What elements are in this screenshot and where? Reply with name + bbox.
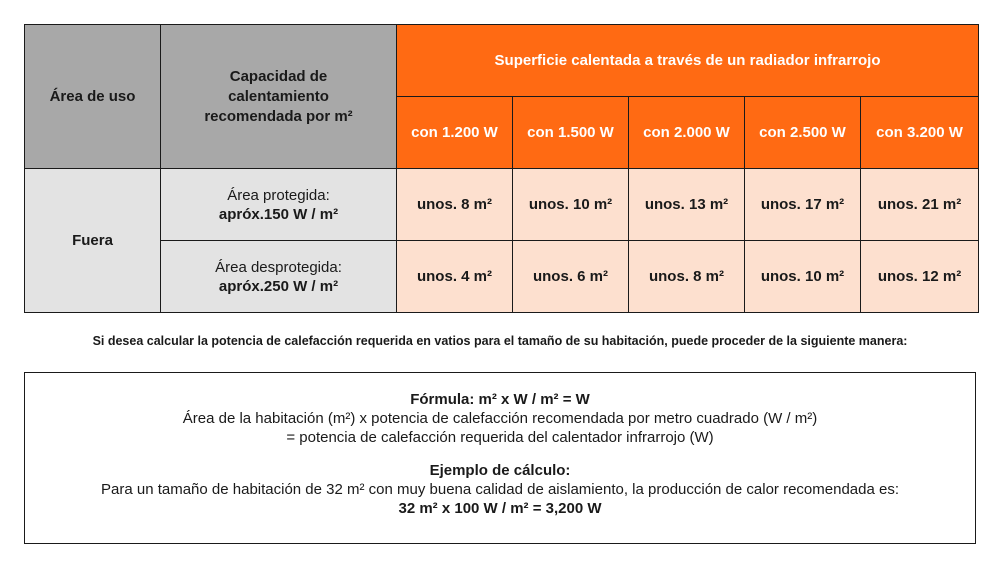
table-cell: unos. 21 m² <box>861 169 979 241</box>
header-capacity-line2: calentamiento <box>228 87 329 105</box>
example-result: 32 m² x 100 W / m² = 3,200 W <box>398 500 602 517</box>
heating-table <box>24 24 979 313</box>
formula-line-1: Área de la habitación (m²) x potencia de calefacción recomendada por metro cuadrado (W / m²) <box>182 410 818 427</box>
header-power-2000: con 2.000 W <box>629 97 745 169</box>
header-capacity-line1: Capacidad de <box>229 67 328 85</box>
capacity-unprotected <box>161 241 397 313</box>
header-power-1500: con 1.500 W <box>513 97 629 169</box>
capacity-protected <box>161 169 397 241</box>
table-cell: unos. 10 m² <box>745 241 861 313</box>
table-row-unprotected <box>25 241 979 313</box>
table-cell: unos. 13 m² <box>629 169 745 241</box>
capacity-protected-label: Área protegida: <box>227 186 330 204</box>
header-power-1200: con 1.200 W <box>397 97 513 169</box>
calculation-note: Si desea calcular la potencia de calefacción requerida en vatios para el tamaño de su habitación, puede proceder de la siguiente manera: <box>92 334 908 348</box>
formula-line-2: = potencia de calefacción requerida del calentador infrarrojo (W) <box>286 429 714 446</box>
formula-title: Fórmula: m² x W / m² = W <box>410 391 590 408</box>
capacity-unprotected-label: Área desprotegida: <box>215 258 342 276</box>
table-cell: unos. 12 m² <box>861 241 979 313</box>
header-power-2500: con 2.500 W <box>745 97 861 169</box>
table-cell: unos. 4 m² <box>397 241 513 313</box>
example-title: Ejemplo de cálculo: <box>429 462 571 479</box>
header-power-3200: con 3.200 W <box>861 97 979 169</box>
table-cell: unos. 8 m² <box>629 241 745 313</box>
header-area-of-use: Área de uso <box>25 25 161 169</box>
capacity-unprotected-value: apróx.250 W / m² <box>218 277 339 295</box>
table-row-protected <box>25 169 979 241</box>
header-capacity-line3: recomendada por m² <box>204 107 353 125</box>
area-name-outside: Fuera <box>25 169 161 313</box>
capacity-protected-value: apróx.150 W / m² <box>218 205 339 223</box>
table-cell: unos. 6 m² <box>513 241 629 313</box>
header-heated-surface: Superficie calentada a través de un radiador infrarrojo <box>397 25 979 97</box>
example-line: Para un tamaño de habitación de 32 m² con muy buena calidad de aislamiento, la producción de calor recomendada es: <box>101 481 899 498</box>
header-heating-capacity <box>161 25 397 169</box>
table-cell: unos. 10 m² <box>513 169 629 241</box>
table-cell: unos. 17 m² <box>745 169 861 241</box>
formula-box <box>24 372 976 544</box>
table-cell: unos. 8 m² <box>397 169 513 241</box>
